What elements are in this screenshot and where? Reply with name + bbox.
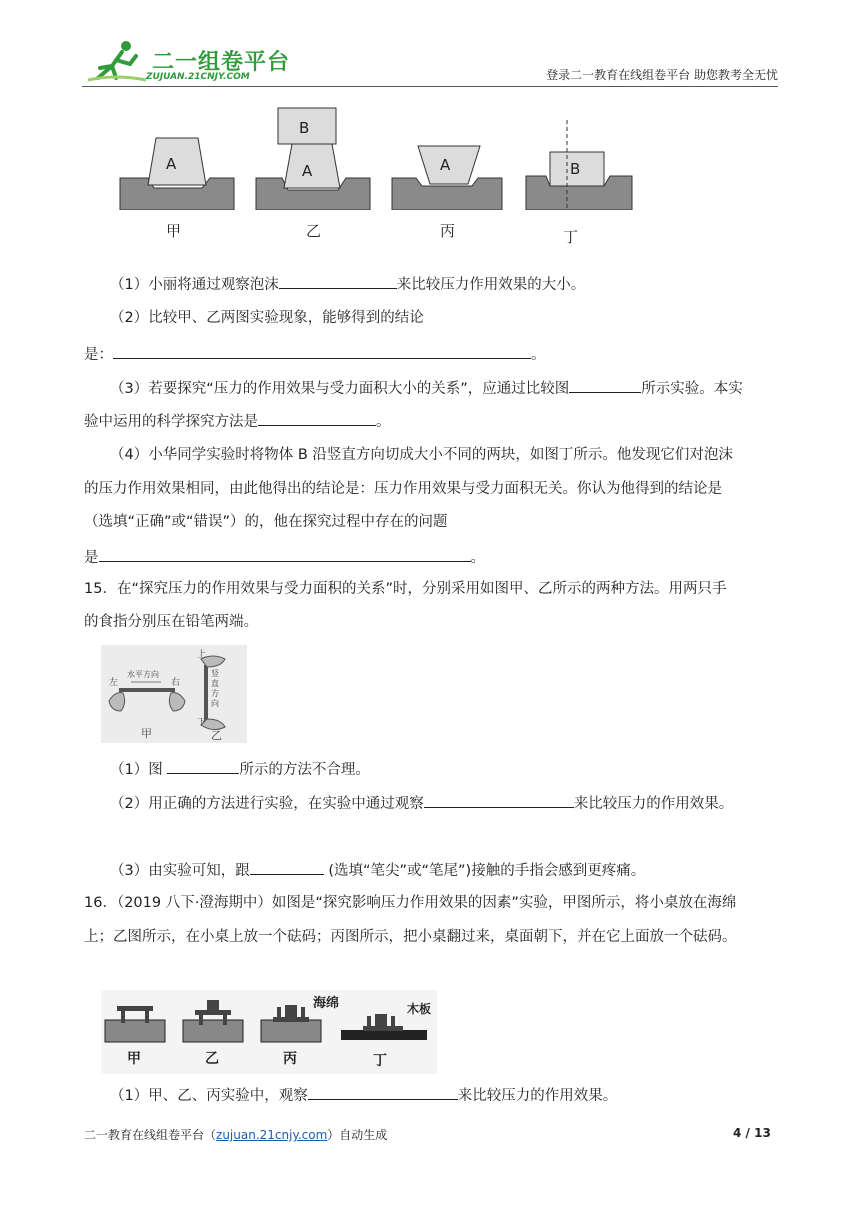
footer-link[interactable]: zujuan.21cnjy.com [216, 1128, 328, 1142]
block-a-label-yi: A [302, 162, 313, 180]
brand-domain: ZUJUAN.21CNJY.COM [146, 72, 250, 82]
block-b-label-ding: B [570, 160, 581, 178]
fig-jia-label: 甲 [141, 727, 152, 740]
q15-stem-cont: 的食指分别压在铅笔两端。 [84, 614, 258, 630]
answer-blank[interactable] [167, 758, 239, 774]
answer-blank[interactable] [250, 859, 324, 875]
block-a-label-bing: A [440, 156, 451, 174]
fig-yi-label: 乙 [211, 729, 222, 742]
figure-label-yi: 乙 [306, 222, 322, 240]
fig-vertical-label: 竖直方向 [211, 669, 219, 708]
footer-source: 二一教育在线组卷平台（zujuan.21cnjy.com）自动生成 [84, 1128, 388, 1142]
q14-part4-line4: 是 。 [84, 546, 485, 568]
answer-blank[interactable] [424, 792, 574, 808]
figure-table-sponge [101, 990, 437, 1074]
header-slogan: 登录二一教育在线组卷平台 助您教考全无忧 [546, 68, 778, 82]
block-b-label-yi: B [299, 119, 310, 137]
header-divider [82, 86, 778, 87]
answer-blank[interactable] [113, 343, 531, 359]
fig-horizontal-label: 水平方向 [127, 670, 159, 679]
answer-blank[interactable] [258, 410, 376, 426]
q14-part3-cont: 验中运用的科学探究方法是 。 [84, 410, 391, 432]
runner-logo-icon [86, 38, 150, 84]
block-a-label-jia: A [166, 155, 177, 173]
logo [86, 38, 150, 84]
q14-part1: （1）小丽将通过观察泡沫 来比较压力作用效果的大小。 [110, 273, 585, 295]
answer-blank[interactable] [308, 1084, 458, 1100]
page-number: 4 / 13 [733, 1126, 771, 1140]
fig-label-yi: 乙 [205, 1051, 219, 1067]
figure-label-ding: 丁 [563, 228, 579, 246]
pencil-hands-diagram [101, 645, 247, 743]
q14-part2: （2）比较甲、乙两图实验现象，能够得到的结论 [110, 310, 424, 326]
answer-blank[interactable] [569, 377, 641, 393]
fig-sponge-label: 海绵 [313, 996, 340, 1011]
figure-pressure-foam [110, 100, 640, 250]
fig-label-ding: 丁 [373, 1053, 387, 1069]
fig-down-label: 下 [197, 718, 207, 728]
q16-stem-cont: 上；乙图所示，在小桌上放一个砝码；丙图所示，把小桌翻过来，桌面朝下，并在它上面放一个砝码。 [84, 929, 737, 945]
fig-label-bing: 丙 [283, 1051, 297, 1067]
figure-label-bing: 丙 [440, 222, 456, 240]
q14-part2-answer: 是： 。 [84, 343, 546, 365]
q15-part1: （1）图 所示的方法不合理。 [110, 758, 370, 780]
q15-part3: （3）由实验可知，跟 (选填“笔尖”或“笔尾”)接触的手指会感到更疼痛。 [110, 859, 645, 881]
fig-up-label: 上 [197, 650, 207, 660]
q15-stem: 15．在“探究压力的作用效果与受力面积的关系”时，分别采用如图甲、乙所示的两种方法。用两只手 [84, 581, 727, 597]
fig-board-label: 木板 [407, 1002, 432, 1016]
brand-name: 二一组卷平台 [152, 50, 291, 75]
q14-part4-line3: （选填“正确”或“错误”）的，他在探究过程中存在的问题 [84, 514, 448, 530]
q14-part4: （4）小华同学实验时将物体 B 沿竖直方向切成大小不同的两块，如图丁所示。他发现它们对泡沫 [110, 447, 733, 463]
foam-blocks-diagram [110, 100, 640, 210]
figure-label-jia: 甲 [166, 222, 182, 240]
answer-blank[interactable] [99, 546, 471, 562]
q16-part1: （1）甲、乙、丙实验中，观察 来比较压力的作用效果。 [110, 1084, 617, 1106]
fig-left-label: 左 [109, 678, 119, 688]
figure-pencil-fingers [101, 645, 247, 743]
q14-part3: （3）若要探究“压力的作用效果与受力面积大小的关系”，应通过比较图 所示实验。本实 [110, 377, 743, 399]
q15-part2: （2）用正确的方法进行实验，在实验中通过观察 来比较压力的作用效果。 [110, 792, 733, 814]
q14-part4-line2: 的压力作用效果相同，由此他得出的结论是：压力作用效果与受力面积无关。你认为他得到的结论是 [84, 481, 722, 497]
fig-right-label: 右 [171, 678, 181, 688]
answer-blank[interactable] [279, 273, 397, 289]
q16-stem: 16．（2019 八下·澄海期中）如图是“探究影响压力作用效果的因素”实验，甲图所示，将小桌放在海绵 [84, 895, 737, 911]
fig-label-jia: 甲 [127, 1051, 141, 1067]
